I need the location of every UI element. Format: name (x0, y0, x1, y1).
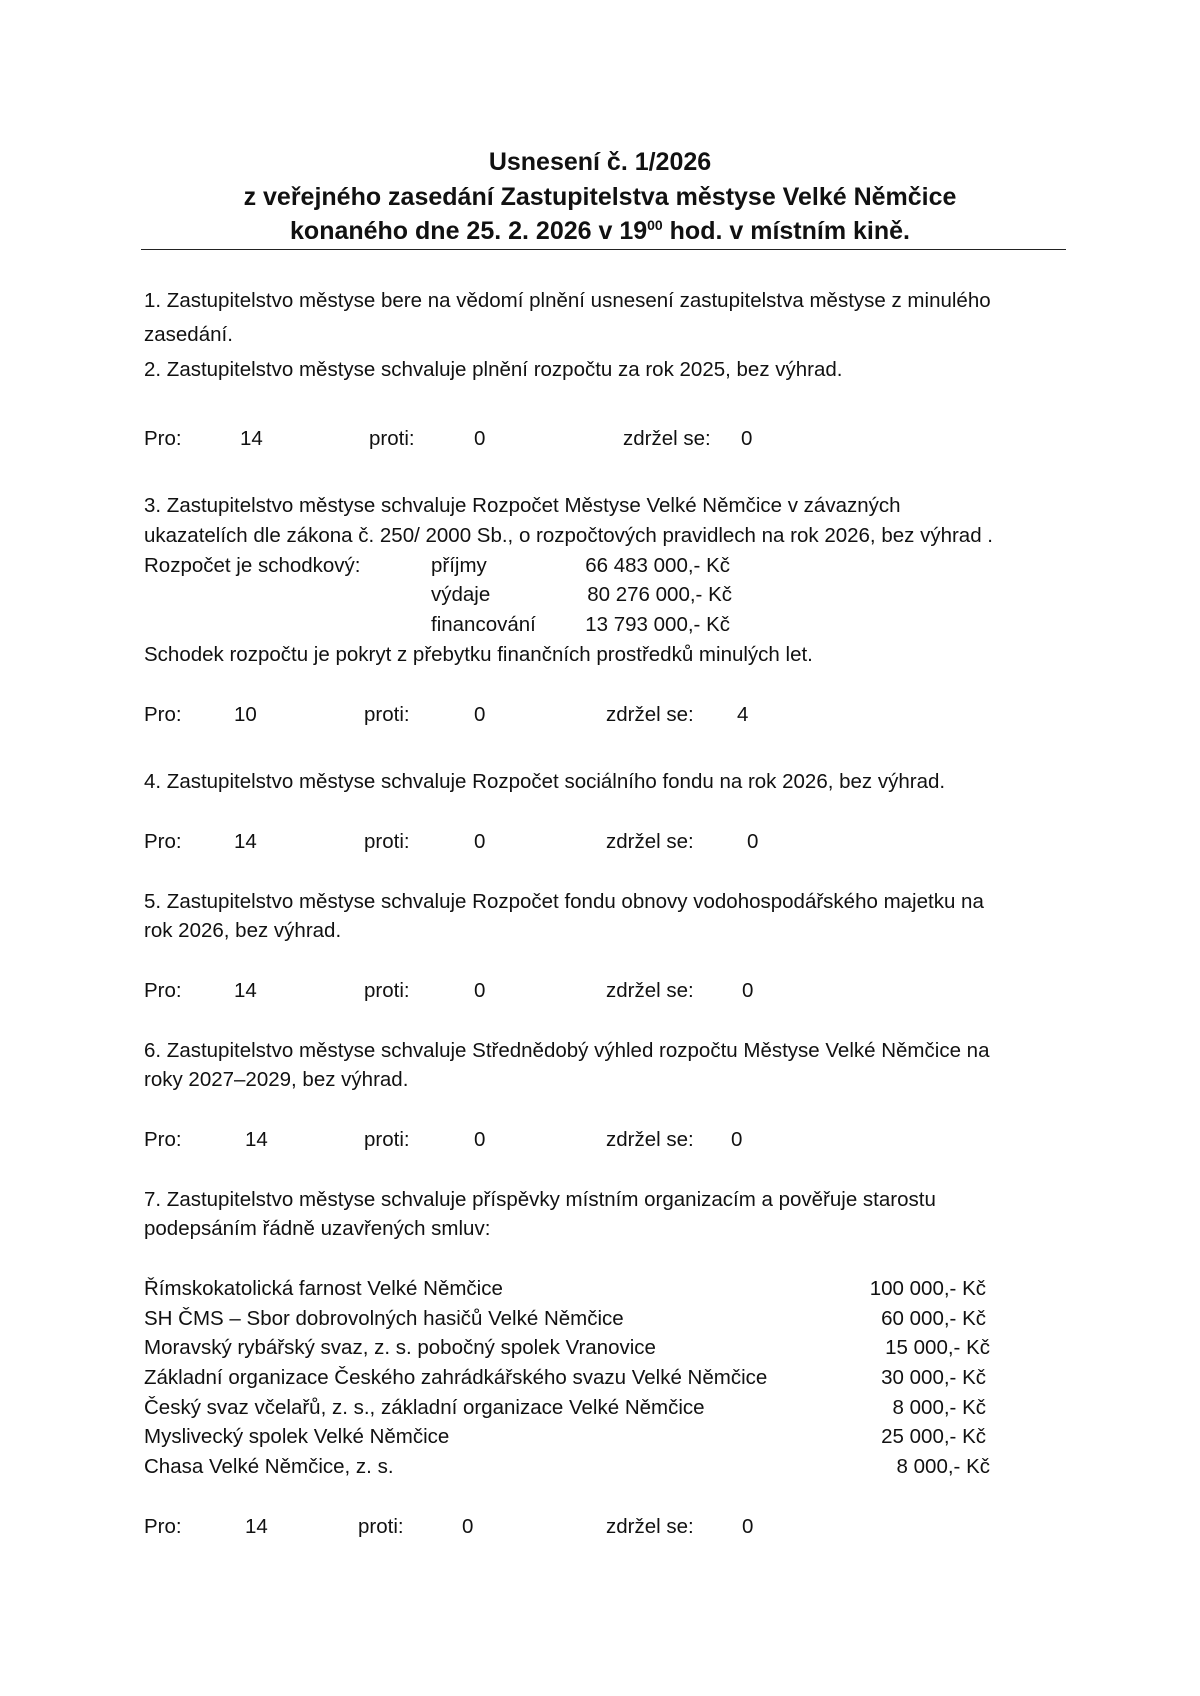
contribution-amount: 100 000,- Kč (869, 1277, 986, 1300)
vote-proti-value: 0 (474, 830, 486, 853)
vote-proti-label: proti: (364, 830, 410, 853)
item-3-line-1: 3. Zastupitelstvo městyse schvaluje Rozpočet Městyse Velké Němčice v závazných (144, 494, 901, 517)
vote-zdrzel-value: 0 (731, 1128, 743, 1151)
vote-proti-label: proti: (364, 703, 410, 726)
resolution-title: Usnesení č. 1/2026 (488, 148, 712, 176)
vote-proti-label: proti: (369, 427, 415, 450)
contribution-org: Základní organizace Českého zahrádkářského svazu Velké Němčice (144, 1366, 768, 1389)
contribution-amount: 8 000,- Kč (892, 1396, 986, 1419)
budget-row-label: výdaje (431, 583, 491, 606)
header-divider (141, 249, 1066, 250)
vote-zdrzel-value: 4 (737, 703, 749, 726)
vote-proti-label: proti: (364, 1128, 410, 1151)
vote-zdrzel-value: 0 (741, 427, 753, 450)
meeting-subtitle: z veřejného zasedání Zastupitelstva městyse Velké Němčice (243, 183, 957, 211)
contribution-amount: 25 000,- Kč (881, 1425, 986, 1448)
contribution-org: Římskokatolická farnost Velké Němčice (144, 1277, 503, 1300)
contribution-org: SH ČMS – Sbor dobrovolných hasičů Velké Němčice (144, 1307, 624, 1330)
item-1-line-1: 1. Zastupitelstvo městyse bere na vědomí plnění usnesení zastupitelstva městyse z minulého (144, 289, 991, 312)
contribution-org: Český svaz včelařů, z. s., základní organizace Velké Němčice (144, 1396, 705, 1419)
item-5-line-1: 5. Zastupitelstvo městyse schvaluje Rozpočet fondu obnovy vodohospodářského majetku na (144, 890, 984, 913)
vote-zdrzel-label: zdržel se: (623, 427, 711, 450)
time-minutes-sup: 00 (647, 217, 663, 233)
budget-row-amount: 66 483 000,- Kč (585, 554, 730, 577)
budget-row-label: financování (431, 613, 536, 636)
item-3-line-2: ukazatelích dle zákona č. 250/ 2000 Sb., o rozpočtových pravidlech na rok 2026, bez výhrad . (144, 524, 993, 547)
item-2-line-1: 2. Zastupitelstvo městyse schvaluje plnění rozpočtu za rok 2025, bez výhrad. (144, 358, 843, 381)
vote-proti-value: 0 (474, 703, 486, 726)
vote-zdrzel-label: zdržel se: (606, 1128, 694, 1151)
vote-pro-value: 14 (240, 427, 263, 450)
vote-zdrzel-value: 0 (742, 1515, 754, 1538)
item-1-line-2: zasedání. (144, 323, 233, 346)
date-line-prefix: konaného dne 25. 2. 2026 v 19 (290, 217, 648, 245)
contribution-amount: 30 000,- Kč (881, 1366, 986, 1389)
vote-pro-value: 14 (234, 979, 257, 1002)
vote-zdrzel-label: zdržel se: (606, 979, 694, 1002)
vote-zdrzel-label: zdržel se: (606, 703, 694, 726)
budget-note: Schodek rozpočtu je pokryt z přebytku finančních prostředků minulých let. (144, 643, 813, 666)
budget-label: Rozpočet je schodkový: (144, 554, 361, 577)
item-4-line-1: 4. Zastupitelstvo městyse schvaluje Rozpočet sociálního fondu na rok 2026, bez výhrad. (144, 770, 946, 793)
vote-zdrzel-value: 0 (747, 830, 759, 853)
vote-pro-label: Pro: (144, 427, 182, 450)
vote-pro-label: Pro: (144, 1515, 182, 1538)
vote-pro-value: 14 (245, 1515, 268, 1538)
budget-row-label: příjmy (431, 554, 487, 577)
contribution-org: Chasa Velké Němčice, z. s. (144, 1455, 394, 1478)
item-6-line-1: 6. Zastupitelstvo městyse schvaluje Střednědobý výhled rozpočtu Městyse Velké Němčice na (144, 1039, 990, 1062)
vote-proti-value: 0 (474, 979, 486, 1002)
item-7-line-2: podepsáním řádně uzavřených smluv: (144, 1217, 491, 1240)
vote-proti-label: proti: (364, 979, 410, 1002)
vote-pro-label: Pro: (144, 830, 182, 853)
vote-pro-label: Pro: (144, 979, 182, 1002)
contribution-org: Myslivecký spolek Velké Němčice (144, 1425, 450, 1448)
vote-proti-value: 0 (474, 1128, 486, 1151)
vote-pro-value: 10 (234, 703, 257, 726)
vote-proti-value: 0 (462, 1515, 474, 1538)
vote-proti-label: proti: (358, 1515, 404, 1538)
vote-proti-value: 0 (474, 427, 486, 450)
item-7-line-1: 7. Zastupitelstvo městyse schvaluje příspěvky místním organizacím a pověřuje starostu (144, 1188, 936, 1211)
item-5-line-2: rok 2026, bez výhrad. (144, 919, 342, 942)
item-6-line-2: roky 2027–2029, bez výhrad. (144, 1068, 409, 1091)
contribution-amount: 60 000,- Kč (881, 1307, 986, 1330)
contribution-amount: 8 000,- Kč (896, 1455, 990, 1478)
contribution-org: Moravský rybářský svaz, z. s. pobočný spolek Vranovice (144, 1336, 656, 1359)
date-line-suffix: hod. v místním kině. (662, 217, 910, 245)
vote-pro-label: Pro: (144, 703, 182, 726)
vote-pro-value: 14 (245, 1128, 268, 1151)
vote-pro-label: Pro: (144, 1128, 182, 1151)
vote-zdrzel-value: 0 (742, 979, 754, 1002)
meeting-date-line (0, 216, 1200, 246)
vote-pro-value: 14 (234, 830, 257, 853)
budget-row-amount: 80 276 000,- Kč (587, 583, 732, 606)
budget-row-amount: 13 793 000,- Kč (585, 613, 730, 636)
vote-zdrzel-label: zdržel se: (606, 1515, 694, 1538)
vote-zdrzel-label: zdržel se: (606, 830, 694, 853)
contribution-amount: 15 000,- Kč (885, 1336, 990, 1359)
